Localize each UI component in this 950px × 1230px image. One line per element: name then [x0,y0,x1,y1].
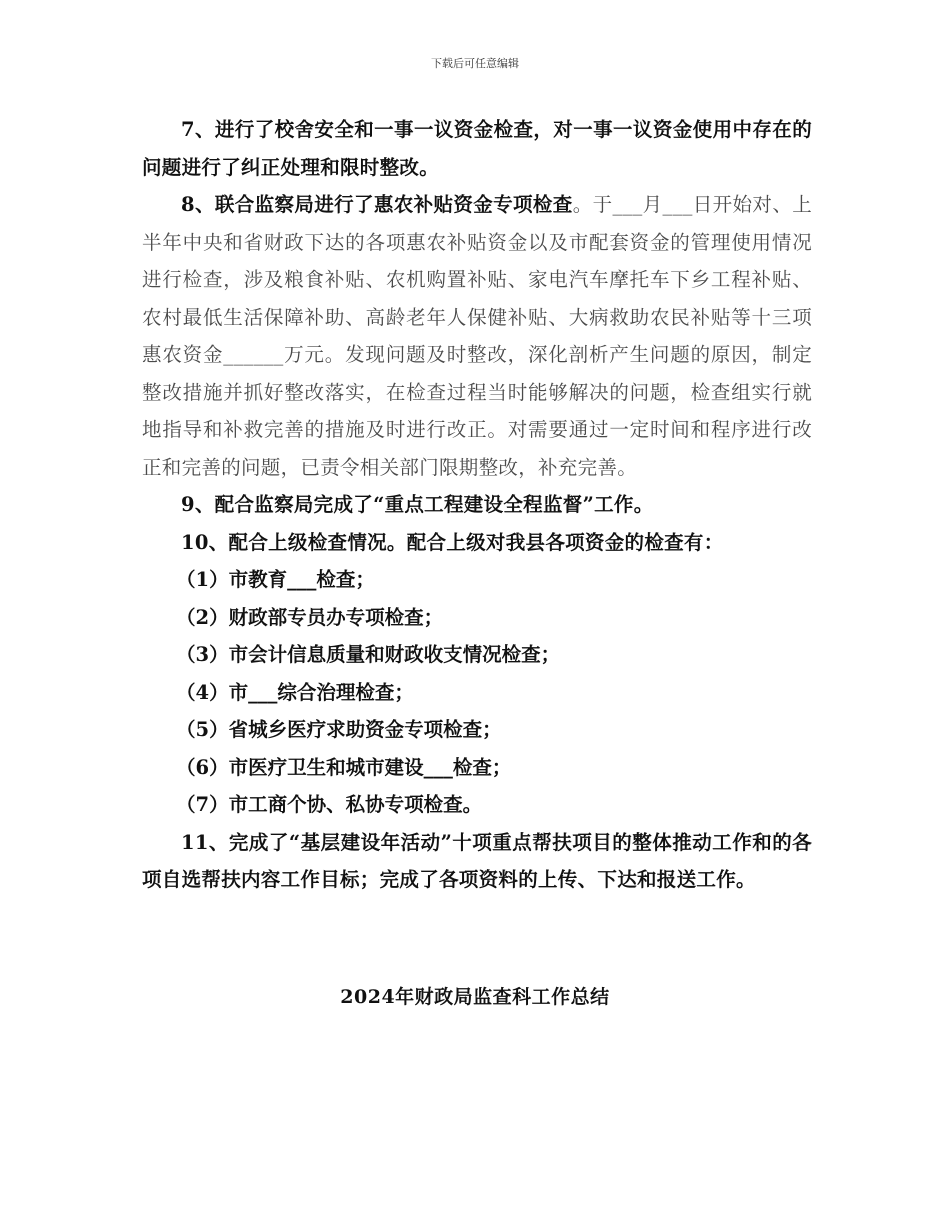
check-item-3: （3）市会计信息质量和财政收支情况检查； [176,643,561,666]
check-item-5: （5）省城乡医疗求助资金专项检查； [176,718,502,741]
check-item-1: （1）市教育___检查； [176,568,375,591]
paragraph-9: 9、配合监察局完成了“重点工程建设全程监督”工作。 [181,493,654,516]
page-header: 下载后可任意编辑 [431,57,519,70]
paragraph-7: 7、进行了校舍安全和一事一议资金检查，对一事一议资金使用中存在的问题进行了纠正处理和限时整改。 [142,118,812,179]
document-body [142,111,812,899]
paragraph-8-body: 。于___月___日开始对、上半年中央和省财政下达的各项惠农补贴资金以及市配套资金的管理使用情况进行检查，涉及粮食补贴、农机购置补贴、家电汽车摩托车下乡工程补贴、农村最低生活保障补助、高龄老年人保健补贴、大病救助农民补贴等十三项惠农资金______万元。发现问题及时整改，深化剖析产生问题的原因，制定整改措施并抓好整改落实，在检查过程当时能够解决的问题，检查组实行就地指导和补救完善的措施及时进行改正。对需要通过一定时间和程序进行改正和完善的问题，已责令相关部门限期整改，补充完善。 [142,193,812,479]
check-item-4: （4）市___综合治理检查； [176,680,414,704]
document-title: 2024年财政局监查科工作总结 [340,986,610,1008]
paragraph-8 [142,186,812,486]
check-item-6: （6）市医疗卫生和城市建设___检查； [176,755,512,779]
paragraph-11: 11、完成了“基层建设年活动”十项重点帮扶项目的整体推动工作和的各项自选帮扶内容工作目标；完成了各项资料的上传、下达和报送工作。 [142,830,812,891]
check-item-2: （2）财政部专员办专项检查； [176,605,444,629]
check-item-7: （7）市工商个协、私协专项检查。 [176,793,483,816]
paragraph-10: 10、配合上级检查情况。配合上级对我县各项资金的检查有： [181,530,724,554]
paragraph-8-lead: 8、联合监察局进行了惠农补贴资金专项检查 [181,193,573,216]
